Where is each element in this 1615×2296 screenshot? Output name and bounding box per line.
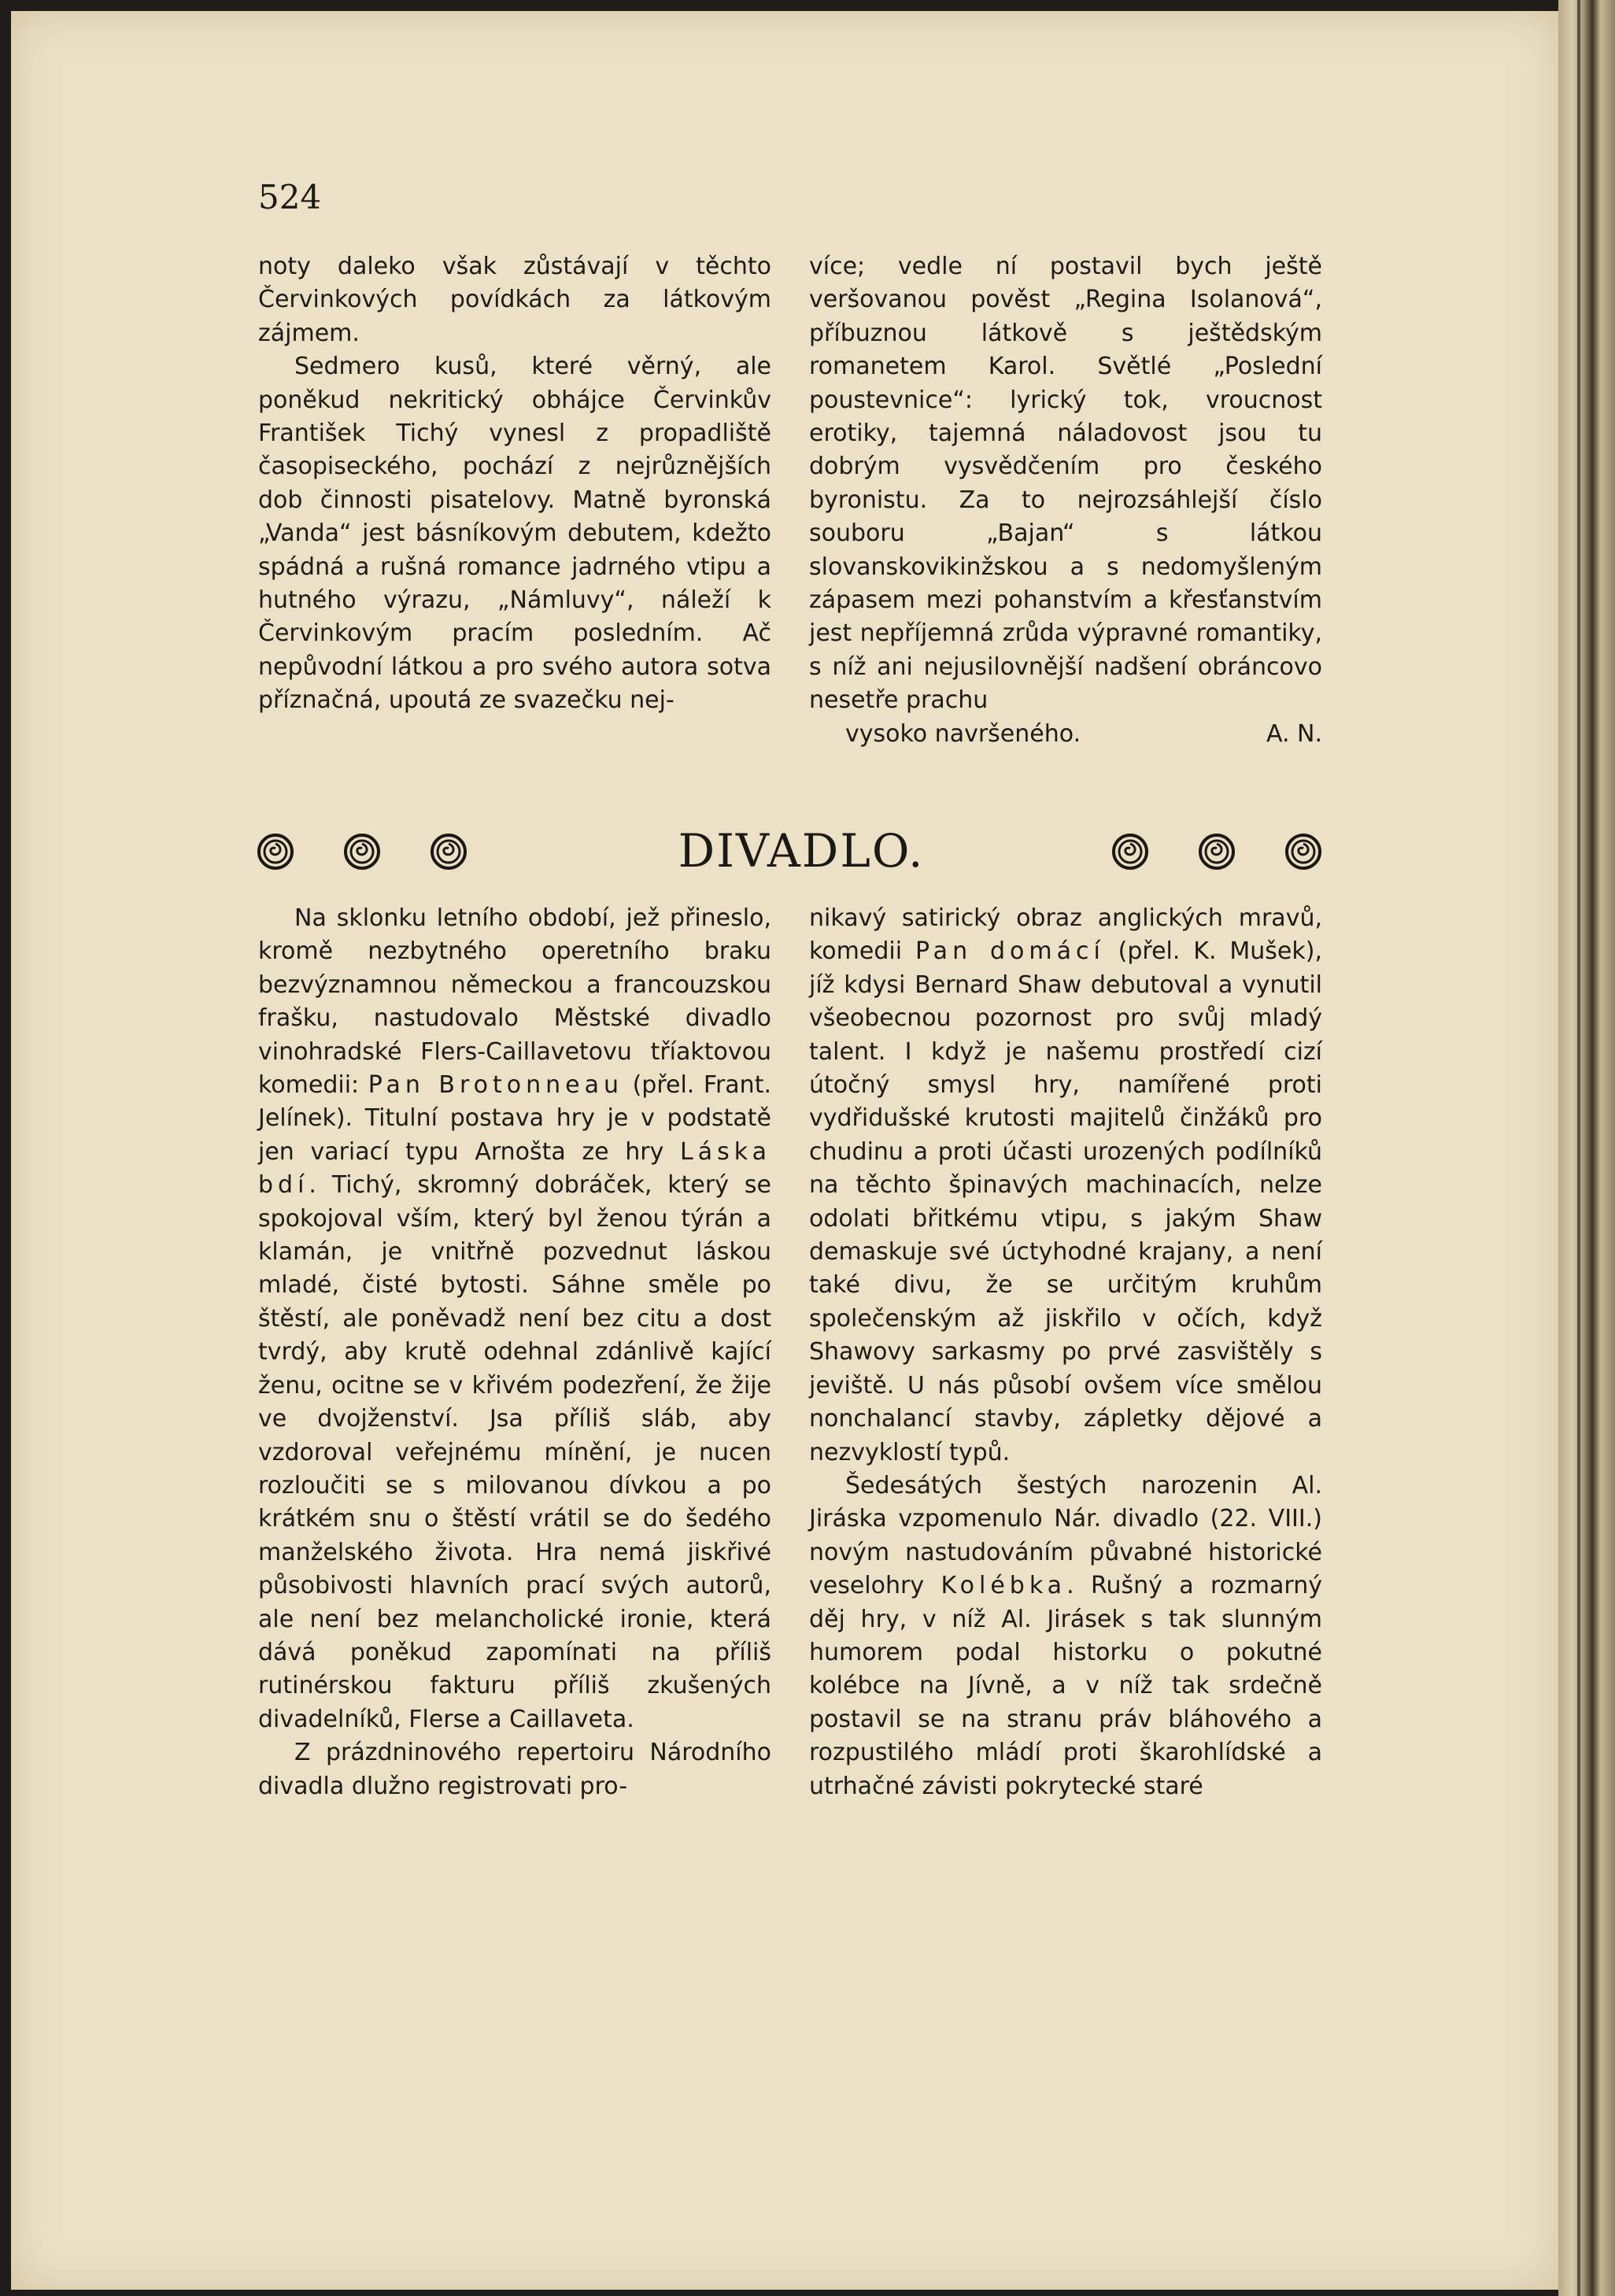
rose-icon — [430, 833, 468, 871]
column-top-right — [809, 250, 1322, 751]
section-heading: DIVADLO. — [678, 824, 925, 878]
paragraph — [809, 902, 1322, 1470]
paragraph — [809, 1470, 1322, 1803]
rose-icon — [343, 833, 381, 871]
text-run: . Tichý, skromný dobráček, který se spokojoval vším, který byl ženou týrán a klamán, je vnitřně pozvednut láskou mladé, čisté bytosti. Sáhne směle po štěstí, ale poněvadž není bez citu a dost tvrdý, aby krutě odehnal zdánlivě kající ženu, ocitne se v křivém podezření, že žije ve dvojženství. Jsa příliš sláb, aby vzdoroval veřejnému mínění, je nucen rozloučiti se s milovanou dívkou a po krátkém snu o štěstí vrátil se do šedého manželského života. Hra nemá jiskřivé působivosti hlavních prací svých autorů, ale není bez melancholické ironie, která dává poněkud zapomínati na příliš rutinérskou fakturu příliš zkušených divadelníků, Flerse a Caillaveta. — [258, 1171, 771, 1733]
book-page — [11, 11, 1558, 2290]
column-bottom-right — [809, 902, 1322, 1803]
closing-line — [809, 718, 1322, 751]
paragraph: noty daleko však zůstávají v těchto Červinkových povídkách za látkovým zájmem. — [258, 253, 771, 347]
play-title: Pan domácí — [915, 937, 1105, 966]
author-signature: A. N. — [1266, 719, 1322, 748]
text-run: nikavý satirický obraz anglických mravů, komedii — [809, 904, 1322, 966]
paragraph: Sedmero kusů, které věrný, ale poněkud nekritický obhájce Červinkův František Tichý vynesl z propadliště časopiseckého, pochází z nejrůznějších dob činnosti pisatelovy. Matně byronská „Vanda“ jest básníkovým debutem, kdežto spádná a rušná romance jadrného vtipu a hutného výrazu, „Námluvy“, náleží k Červinkovým pracím posledním. Ač nepůvodní látkou a pro svého autora sotva příznačná, upoutá ze svazečku nej- — [258, 353, 771, 715]
section-heading-row — [257, 823, 1324, 878]
spine-gutter-line — [1577, 0, 1580, 2296]
text-run: . Rušný a rozmarný děj hry, v níž Al. Jirásek s tak slunným humorem podal historku o pokutné kolébce na Jívně, a v níž tak srdečně postavil se na stranu práv bláhového a rozpustilého mládí proti škarohlídské a utrhačné závisti pokrytecké staré — [809, 1572, 1322, 1800]
page-number: 524 — [258, 178, 322, 216]
rose-icon — [1111, 833, 1149, 871]
closing-text: vysoko navršeného. — [845, 719, 1081, 748]
paragraph: více; vedle ní postavil bych ještě veršovanou pověst „Regina Isolanová“, příbuznou látkově s ještědským romanetem Karol. Světlé „Poslední poustevnice“: lyrický tok, vroucnost erotiky, tajemná náladovost jsou tu dobrým vysvědčením pro českého byronistu. Za to nejrozsáhlejší číslo souboru „Bajan“ s látkou slovanskovikinžskou a s nedomyšleným zápasem mezi pohanstvím a křesťanstvím jest nepříjemná zrůda výpravné romantiky, s níž ani nejusilovnější nadšení obráncovo nesetře prachu — [809, 253, 1322, 715]
column-top-left — [258, 250, 771, 718]
text-run: (přel. Frant. Jelínek). Titulní postava hry je v podstatě jen variací typu Arnošta ze hry — [258, 1071, 771, 1166]
rose-icon — [1198, 833, 1236, 871]
text-run: Šedesátých šestých narozenin Al. Jiráska vzpomenulo Nár. divadlo (22. VIII.) novým nastudováním půvabné historické veselohry — [809, 1471, 1322, 1600]
book-spine — [1558, 0, 1615, 2296]
play-title: Kolébka — [941, 1572, 1067, 1600]
paragraph — [258, 902, 771, 1736]
text-run: Na sklonku letního období, jež přineslo, kromě nezbytného operetního braku bezvýznamnou německou a francouzskou frašku, nastudovalo Městské divadlo vinohradské Flers-Caillavetovu tříaktovou komedii: — [258, 904, 771, 1100]
text-run: (přel. K. Mušek), jíž kdysi Bernard Shaw debutoval a vynutil všeobecnou pozornost pro svůj mladý talent. I když je našemu prostředí cizí útočný smysl hry, namířené proti vydřidušské krutosti majitelů činžáků pro chudinu a proti účasti urozených podílníků na těchto špinavých machinacích, nelze odolati břitkému vtipu, s jakým Shaw demaskuje své úctyhodné krajany, a není také divu, že se určitým kruhům společenským až jiskřilo v očích, když Shawovy sarkasmy po prvé zasvištěly s jeviště. U nás působí ovšem více smělou nonchalancí stavby, zápletky dějové a nezvyklostí typů. — [809, 937, 1322, 1466]
rose-icon — [257, 833, 294, 871]
paragraph: Z prázdninového repertoiru Národního divadla dlužno registrovati pro- — [258, 1739, 771, 1800]
rose-icon — [1284, 833, 1322, 871]
column-bottom-left — [258, 902, 771, 1803]
play-title: Láska bdí — [258, 1137, 771, 1200]
play-title: Pan Brotonneau — [368, 1071, 624, 1100]
